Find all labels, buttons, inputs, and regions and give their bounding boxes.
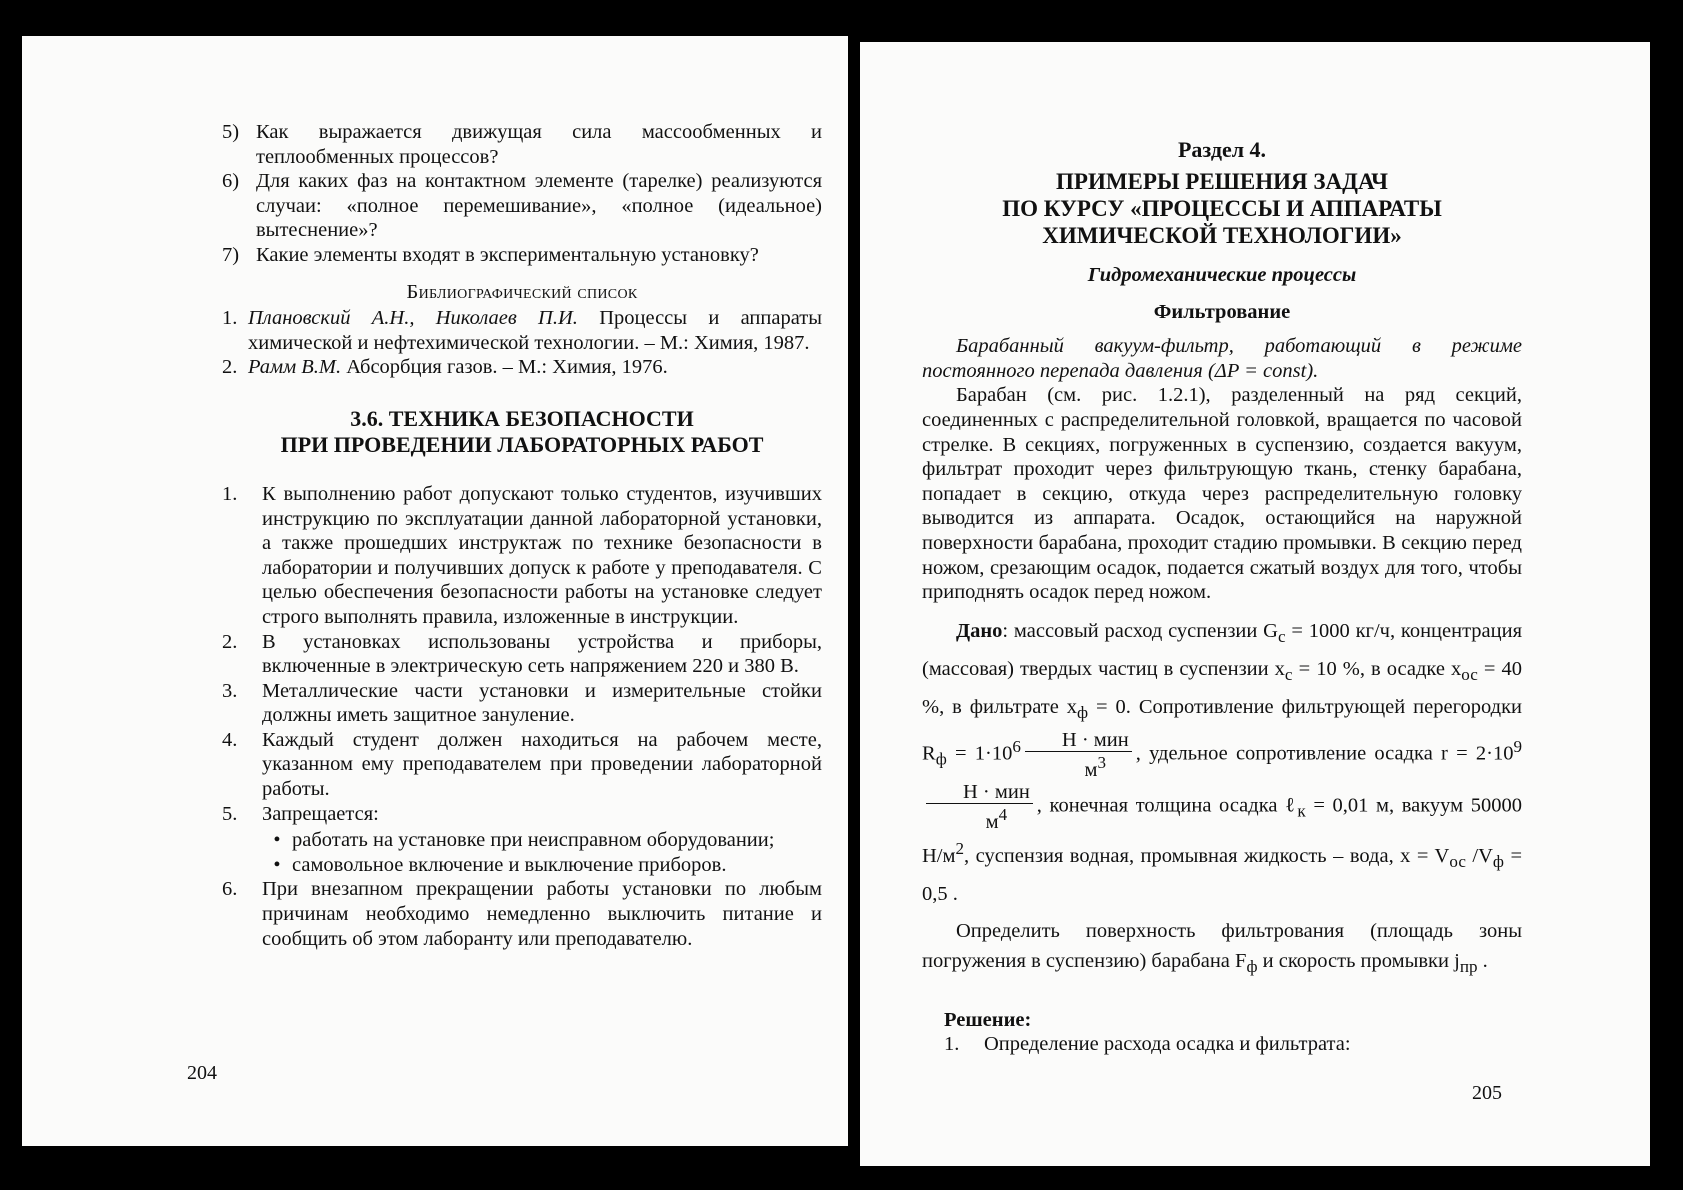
task-statement: Определить поверхность фильтрования (площадь зоны погружения в суспензию) барабана $F_ф$ и скорость промывки $j_{пр}$ . <box>922 919 1522 976</box>
subsection-title: Фильтрование <box>1153 300 1291 323</box>
rule-item: 2. В установках использованы устройства и приборы, включенные в электрическую сеть напряжением 220 и 380 В. <box>222 630 822 678</box>
fraction: $\frac{\text{Н · мин}}{м^3}$ <box>1025 729 1132 781</box>
questions-list <box>222 120 822 268</box>
rule-item: 1. К выполнению работ допускают только студентов, изучивших инструкцию по эксплуатации данной лабораторной установки, а также прошедших инструктаж по технике безопасности в лаборатории и получивших допуск к работе у преподавателя. С целью обеспечения безопасности работы на установке следует строго выполнять правила, изложенные в инструкции. <box>222 482 822 628</box>
right-page <box>860 42 1650 1166</box>
question-item: 5) Как выражается движущая сила массообменных и теплообменных процессов? <box>222 121 822 168</box>
prohibited-item: • самовольное включение и выключение приборов. <box>262 853 822 878</box>
solution-step: 1. Определение расхода осадка и фильтрата: <box>944 1033 1351 1056</box>
rule-item: 3. Металлические части установки и измерительные стойки должны иметь защитное зануление. <box>222 679 822 727</box>
bibliography-item: 2. Рамм В.М. Абсорбция газов. – М.: Химия, 1976. <box>222 356 668 379</box>
left-page-content <box>222 120 822 951</box>
rule-item: 6. При внезапном прекращении работы установки по любым причинам необходимо немедленно выключить питание и сообщить об этом лаборанту или преподавателю. <box>222 878 822 950</box>
section-heading: 3.6. ТЕХНИКА БЕЗОПАСНОСТИ ПРИ ПРОВЕДЕНИИ ЛАБОРАТОРНЫХ РАБОТ <box>280 405 764 457</box>
bibliography-list <box>222 306 822 380</box>
bibliography-title: Библиографический список <box>406 280 638 303</box>
solution-label: Решение: <box>944 1008 1032 1031</box>
right-page-content <box>922 136 1522 1057</box>
page-number: 204 <box>187 1062 217 1084</box>
question-item: 7) Какие элементы входят в экспериментальную установку? <box>222 243 759 266</box>
bullet-icon: • <box>273 853 281 876</box>
fraction: $\frac{\text{Н · мин}}{м^4}$ <box>926 781 1033 833</box>
rule-item: 4. Каждый студент должен находиться на рабочем месте, указанном ему преподавателем при проведении лабораторной работы. <box>222 728 822 801</box>
bibliography-item: 1. Плановский А.Н., Николаев П.И. Процессы и аппараты химической и нефтехимической технологии. – М.: Химия, 1987. <box>222 307 822 354</box>
given-data: Дано: массовый расход суспензии $G_с = 1000$ кг/ч, концентрация (массовая) твердых частиц в суспензии $x_с = 10$ %, в осадке $x_{ос} = 40$ %, в фильтрате $x_ф = 0$. Сопротивление фильтрующей перегородки $R_ф = 1\cdot 10^6$ $\frac{\text{Н · мин}}{м^3}$ , удельное сопротивление осадка $r = 2\cdot 10^9$ $\frac{\text{Н · мин}}{м^4}$ , конечная толщина осадка ℓ$_к$ = 0,01 м, вакуум 50000 $Н/м^2$, суспензия водная, промывная жидкость – вода, $x = V_{ос}$ $/V_ф = 0,5$ . <box>922 619 1523 905</box>
prohibited-item: • работать на установке при неисправном оборудовании; <box>262 828 822 853</box>
rule-item: 5. Запрещается: • работать на установке при неисправном оборудовании; • самовольное включение и выключение приборов. <box>222 802 822 878</box>
prohibited-list <box>262 828 822 877</box>
safety-rules-list <box>222 482 822 951</box>
problem-intro: Барабанный вакуум-фильтр, работающий в режиме постоянного перепада давления (ΔP = const). <box>922 335 1522 382</box>
chapter-title: ПРИМЕРЫ РЕШЕНИЯ ЗАДАЧ ПО КУРСУ «ПРОЦЕССЫ И АППАРАТЫ ХИМИЧЕСКОЙ ТЕХНОЛОГИИ» <box>1002 169 1442 248</box>
section-label: Раздел 4. <box>1177 137 1267 162</box>
page-number: 205 <box>1472 1082 1502 1104</box>
question-item: 6) Для каких фаз на контактном элементе (тарелке) реализуются случаи: «полное перемешивание», «полное (идеальное) вытеснение»? <box>222 170 822 242</box>
left-page <box>22 36 850 1146</box>
subtitle: Гидромеханические процессы <box>1087 264 1357 286</box>
problem-description: Барабан (см. рис. 1.2.1), разделенный на ряд секций, соединенных с распределительной головкой, вращается по часовой стрелке. В секциях, погруженных в суспензию, создается вакуум, фильтрат проходит через фильтрующую ткань, стенку барабана, попадает в секцию, откуда через распределительную головку выводится из аппарата. Осадок, остающийся на наружной поверхности барабана, проходит стадию промывки. В секцию перед ножом, срезающим осадок, подается сжатый воздух для того, чтобы приподнять осадок перед ножом. <box>922 384 1522 604</box>
bullet-icon: • <box>273 829 281 852</box>
